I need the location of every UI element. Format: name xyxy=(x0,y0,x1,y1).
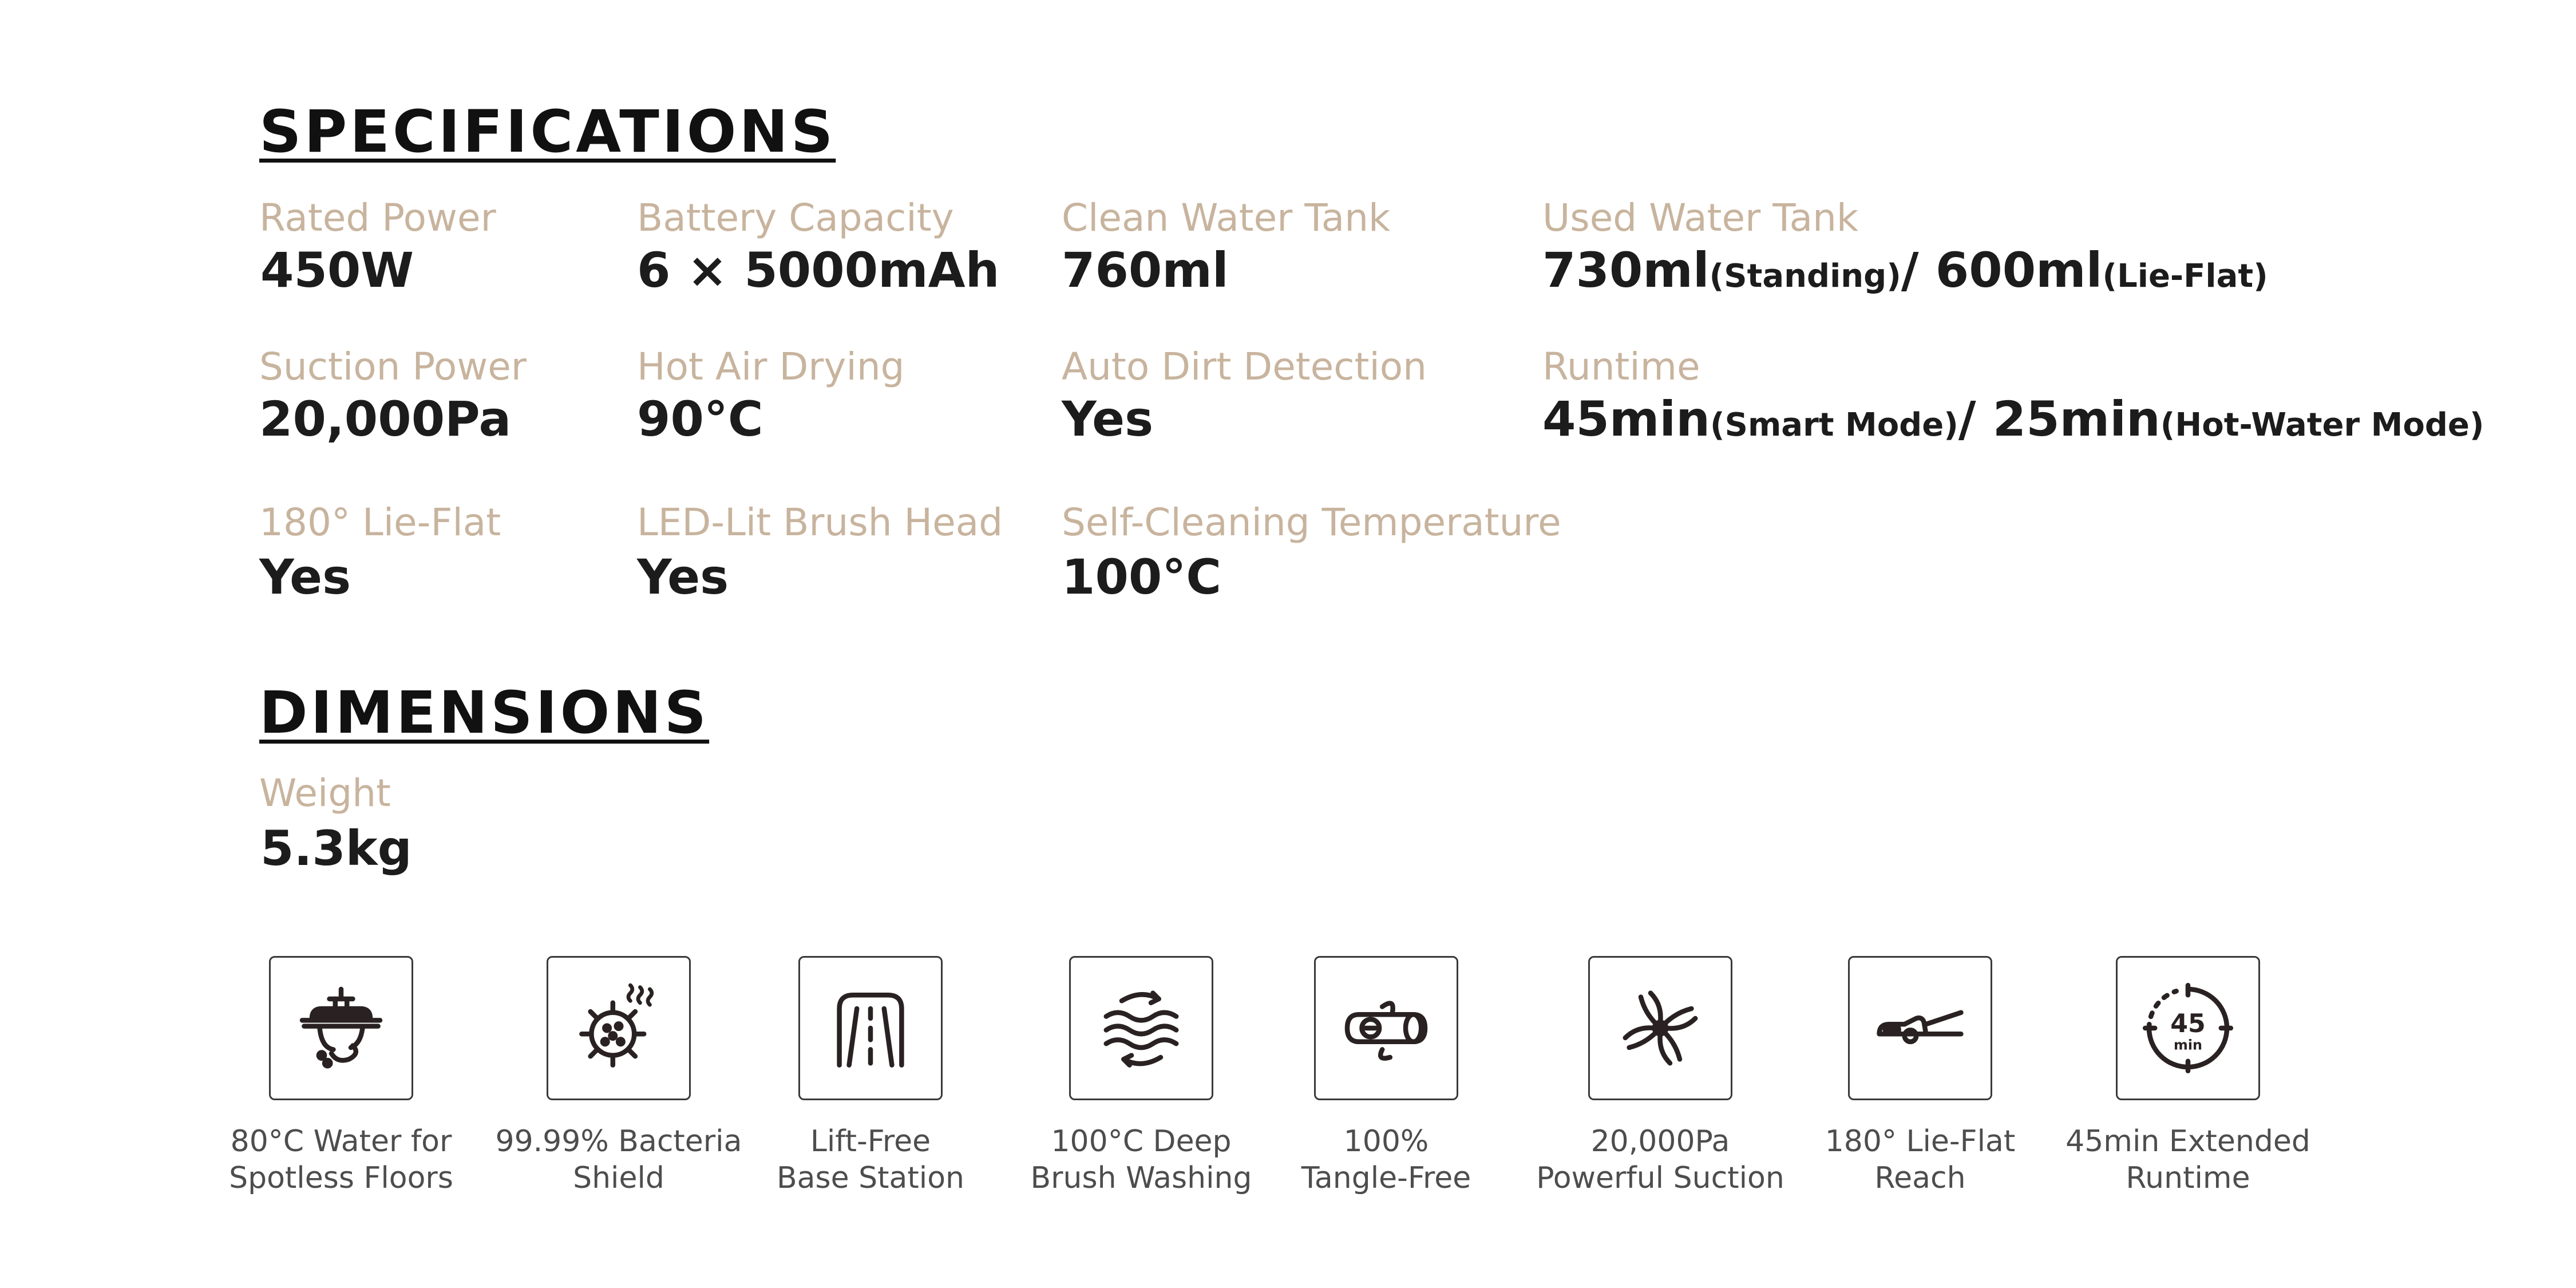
clean-water-tank-label: Clean Water Tank xyxy=(1062,196,1391,240)
dimensions-heading: DIMENSIONS xyxy=(259,679,710,747)
feature-caption-brush-washing: 100°C Deep Brush Washing xyxy=(1030,1124,1252,1195)
rated-power-value: 450W xyxy=(260,242,414,298)
bacteria-shield-icon xyxy=(570,979,667,1077)
tangle-free-icon xyxy=(1338,979,1435,1077)
feature-base-station xyxy=(798,956,943,1100)
used-water-tank-label: Used Water Tank xyxy=(1542,196,1859,240)
self-cleaning-temp-value: 100°C xyxy=(1062,549,1221,605)
feature-caption-base-station: Lift-Free Base Station xyxy=(776,1124,965,1195)
runtime-label: Runtime xyxy=(1542,345,1700,389)
base-station-icon xyxy=(822,979,919,1077)
svg-text:45: 45 xyxy=(2170,1009,2206,1038)
battery-capacity-value: 6 × 5000mAh xyxy=(637,242,1000,298)
battery-capacity-label: Battery Capacity xyxy=(637,196,954,240)
used-water-tank-value: 730ml(Standing)/ 600ml(Lie-Flat) xyxy=(1542,242,2268,298)
clean-water-tank-value: 760ml xyxy=(1062,242,1229,298)
feature-brush-washing xyxy=(1069,956,1213,1100)
svg-text:min: min xyxy=(2174,1037,2202,1053)
rated-power-label: Rated Power xyxy=(259,196,496,240)
brush-washing-icon xyxy=(1093,979,1190,1077)
lie-flat-icon xyxy=(1871,979,1969,1077)
feature-tangle-free xyxy=(1314,956,1458,1100)
feature-caption-runtime: 45min Extended Runtime xyxy=(2065,1124,2310,1195)
feature-bacteria-shield xyxy=(547,956,691,1100)
led-brush-head-value: Yes xyxy=(637,549,729,605)
feature-caption-tangle-free: 100% Tangle-Free xyxy=(1301,1124,1471,1195)
lie-flat-label: 180° Lie-Flat xyxy=(259,500,501,544)
specifications-heading: SPECIFICATIONS xyxy=(259,98,836,166)
weight-label: Weight xyxy=(259,771,391,815)
feature-suction xyxy=(1588,956,1732,1100)
suction-icon xyxy=(1612,979,1709,1077)
hot-air-drying-label: Hot Air Drying xyxy=(637,345,905,389)
hot-air-drying-value: 90°C xyxy=(637,391,763,447)
auto-dirt-detection-value: Yes xyxy=(1062,391,1154,447)
suction-power-value: 20,000Pa xyxy=(259,391,512,447)
lie-flat-value: Yes xyxy=(259,549,351,605)
feature-caption-suction: 20,000Pa Powerful Suction xyxy=(1536,1124,1784,1195)
runtime-45min-icon xyxy=(2139,979,2237,1077)
auto-dirt-detection-label: Auto Dirt Detection xyxy=(1062,345,1427,389)
feature-caption-hot-water: 80°C Water for Spotless Floors xyxy=(229,1124,453,1195)
feature-caption-lie-flat: 180° Lie-Flat Reach xyxy=(1825,1124,2016,1195)
hot-water-floor-icon xyxy=(292,979,390,1077)
feature-lie-flat xyxy=(1848,956,1992,1100)
led-brush-head-label: LED-Lit Brush Head xyxy=(637,500,1003,544)
feature-caption-bacteria-shield: 99.99% Bacteria Shield xyxy=(495,1124,742,1195)
self-cleaning-temp-label: Self-Cleaning Temperature xyxy=(1062,500,1561,544)
feature-hot-water xyxy=(269,956,413,1100)
feature-runtime xyxy=(2116,956,2260,1100)
weight-value: 5.3kg xyxy=(260,820,412,876)
suction-power-label: Suction Power xyxy=(259,345,527,389)
runtime-value: 45min(Smart Mode)/ 25min(Hot-Water Mode) xyxy=(1542,391,2484,447)
